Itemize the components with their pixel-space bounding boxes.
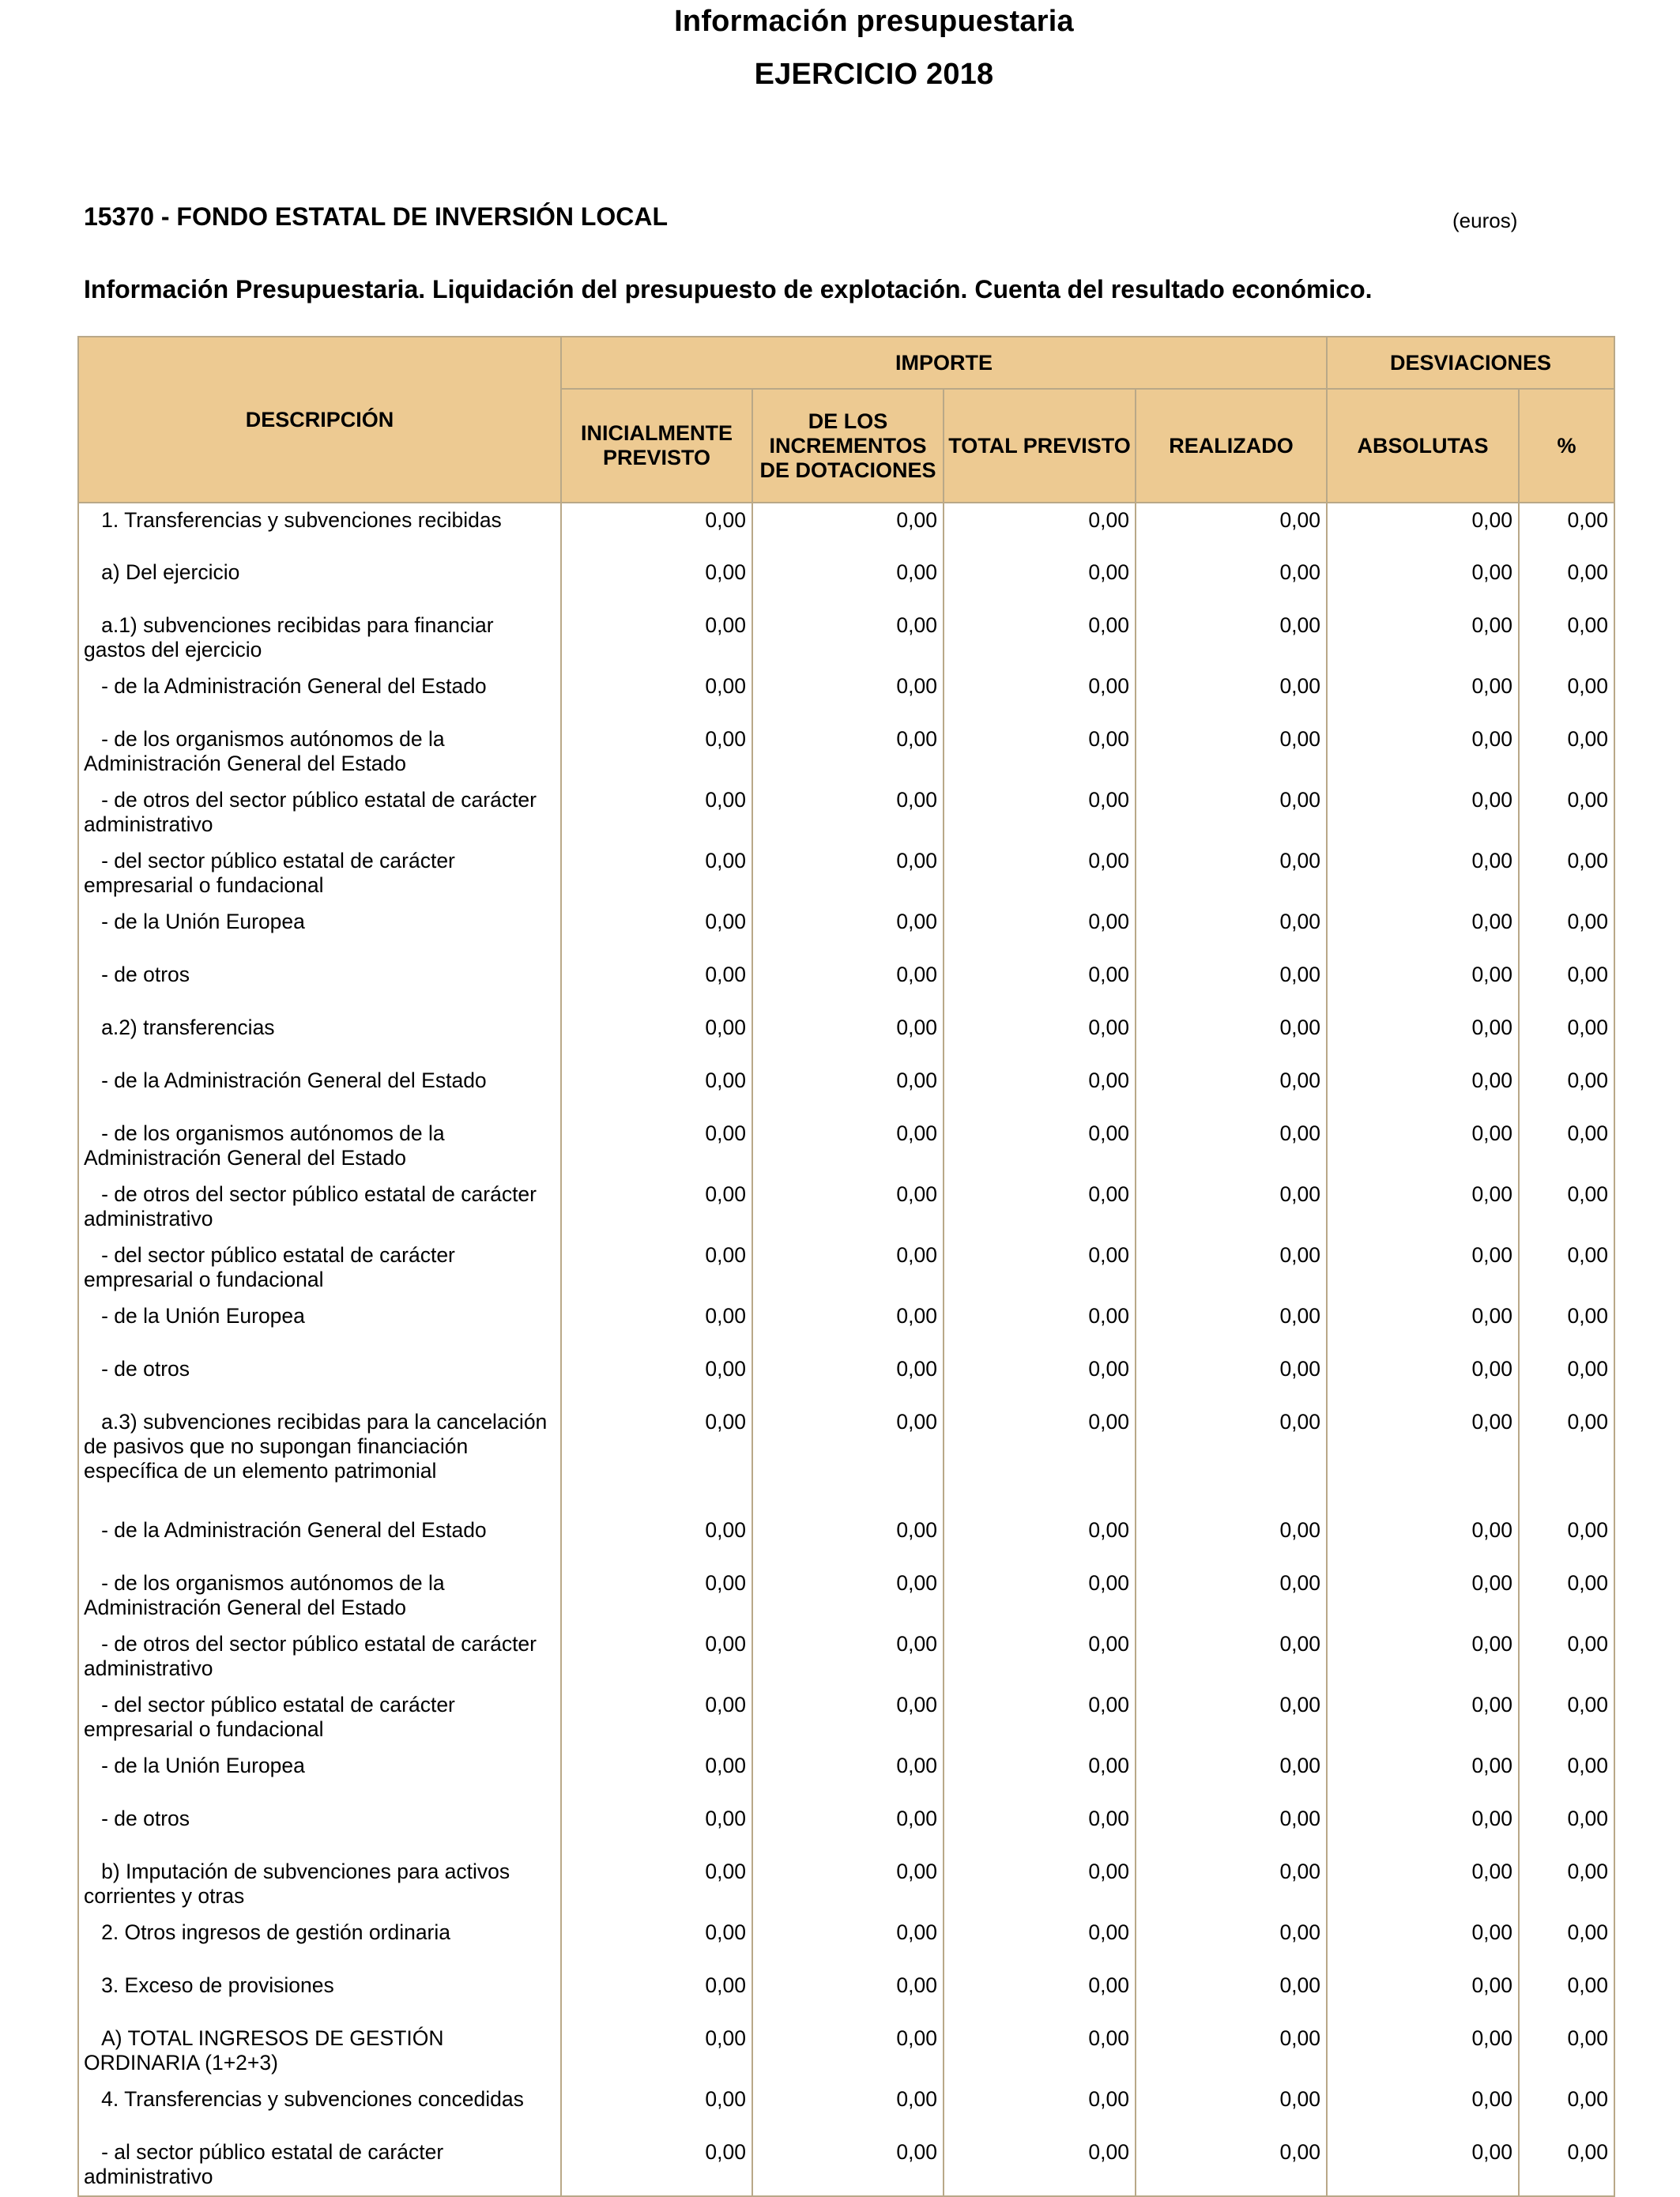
value-percent: 0,00 <box>1519 1855 1614 1916</box>
value-percent: 0,00 <box>1519 1969 1614 2022</box>
column-header-absolute: ABSOLUTAS <box>1327 389 1519 503</box>
value-initial: 0,00 <box>561 1513 752 1566</box>
value-total: 0,00 <box>944 1011 1136 1064</box>
value-initial: 0,00 <box>561 1566 752 1627</box>
table-row <box>78 1238 1614 1299</box>
table-row <box>78 958 1614 1011</box>
value-total: 0,00 <box>944 1178 1136 1238</box>
value-percent: 0,00 <box>1519 1117 1614 1178</box>
table-row <box>78 556 1614 609</box>
entity-heading: 15370 - FONDO ESTATAL DE INVERSIÓN LOCAL <box>84 202 669 231</box>
value-increments: 0,00 <box>752 1627 944 1688</box>
column-group-desviaciones: DESVIACIONES <box>1327 337 1614 389</box>
value-percent: 0,00 <box>1519 2135 1614 2196</box>
row-description: - de otros <box>78 958 561 1011</box>
value-initial: 0,00 <box>561 1299 752 1352</box>
row-description: - de los organismos autónomos de la Administración General del Estado <box>78 722 561 783</box>
value-initial: 0,00 <box>561 556 752 609</box>
fiscal-year-title: EJERCICIO 2018 <box>754 58 994 91</box>
value-percent: 0,00 <box>1519 1064 1614 1117</box>
value-increments: 0,00 <box>752 1802 944 1855</box>
table-row <box>78 722 1614 783</box>
value-realized: 0,00 <box>1136 1627 1327 1688</box>
value-absolute: 0,00 <box>1327 1352 1519 1405</box>
row-description: 3. Exceso de provisiones <box>78 1969 561 2022</box>
value-percent: 0,00 <box>1519 609 1614 669</box>
value-realized: 0,00 <box>1136 1117 1327 1178</box>
value-total: 0,00 <box>944 503 1136 556</box>
value-absolute: 0,00 <box>1327 1627 1519 1688</box>
value-percent: 0,00 <box>1519 958 1614 1011</box>
value-absolute: 0,00 <box>1327 2022 1519 2082</box>
value-increments: 0,00 <box>752 905 944 958</box>
value-realized: 0,00 <box>1136 503 1327 556</box>
value-percent: 0,00 <box>1519 1802 1614 1855</box>
value-increments: 0,00 <box>752 1011 944 1064</box>
row-description: a) Del ejercicio <box>78 556 561 609</box>
value-initial: 0,00 <box>561 2022 752 2082</box>
value-absolute: 0,00 <box>1327 1238 1519 1299</box>
value-increments: 0,00 <box>752 1916 944 1969</box>
value-absolute: 0,00 <box>1327 1513 1519 1566</box>
value-total: 0,00 <box>944 1802 1136 1855</box>
row-description: - de la Unión Europea <box>78 1299 561 1352</box>
value-increments: 0,00 <box>752 1117 944 1178</box>
value-realized: 0,00 <box>1136 1352 1327 1405</box>
value-initial: 0,00 <box>561 1238 752 1299</box>
value-realized: 0,00 <box>1136 669 1327 722</box>
value-realized: 0,00 <box>1136 1238 1327 1299</box>
value-realized: 0,00 <box>1136 1566 1327 1627</box>
value-initial: 0,00 <box>561 1802 752 1855</box>
value-absolute: 0,00 <box>1327 722 1519 783</box>
value-initial: 0,00 <box>561 1405 752 1513</box>
value-increments: 0,00 <box>752 1405 944 1513</box>
table-row <box>78 1855 1614 1916</box>
value-increments: 0,00 <box>752 503 944 556</box>
value-total: 0,00 <box>944 669 1136 722</box>
value-initial: 0,00 <box>561 2135 752 2196</box>
value-initial: 0,00 <box>561 1064 752 1117</box>
value-absolute: 0,00 <box>1327 1749 1519 1802</box>
value-initial: 0,00 <box>561 958 752 1011</box>
table-row <box>78 609 1614 669</box>
value-percent: 0,00 <box>1519 1178 1614 1238</box>
table-row <box>78 1064 1614 1117</box>
value-total: 0,00 <box>944 609 1136 669</box>
value-increments: 0,00 <box>752 1566 944 1627</box>
column-header-increments: DE LOS INCREMENTOS DE DOTACIONES <box>752 389 944 503</box>
value-percent: 0,00 <box>1519 783 1614 844</box>
value-absolute: 0,00 <box>1327 958 1519 1011</box>
table-row <box>78 1405 1614 1513</box>
value-increments: 0,00 <box>752 556 944 609</box>
row-description: - de los organismos autónomos de la Administración General del Estado <box>78 1117 561 1178</box>
units-label: (euros) <box>1452 209 1518 232</box>
value-total: 0,00 <box>944 556 1136 609</box>
value-absolute: 0,00 <box>1327 1117 1519 1178</box>
value-realized: 0,00 <box>1136 1064 1327 1117</box>
value-percent: 0,00 <box>1519 503 1614 556</box>
value-absolute: 0,00 <box>1327 503 1519 556</box>
value-total: 0,00 <box>944 2082 1136 2135</box>
value-percent: 0,00 <box>1519 1405 1614 1513</box>
value-increments: 0,00 <box>752 609 944 669</box>
table-row <box>78 1178 1614 1238</box>
value-absolute: 0,00 <box>1327 669 1519 722</box>
value-percent: 0,00 <box>1519 722 1614 783</box>
value-total: 0,00 <box>944 905 1136 958</box>
value-absolute: 0,00 <box>1327 2082 1519 2135</box>
row-description: - de otros <box>78 1802 561 1855</box>
row-description: - de la Administración General del Estado <box>78 669 561 722</box>
value-realized: 0,00 <box>1136 1802 1327 1855</box>
row-description: - de la Unión Europea <box>78 905 561 958</box>
value-percent: 0,00 <box>1519 1627 1614 1688</box>
value-realized: 0,00 <box>1136 1688 1327 1749</box>
value-absolute: 0,00 <box>1327 1969 1519 2022</box>
value-increments: 0,00 <box>752 1064 944 1117</box>
value-total: 0,00 <box>944 783 1136 844</box>
value-total: 0,00 <box>944 1513 1136 1566</box>
row-description: b) Imputación de subvenciones para activos corrientes y otras <box>78 1855 561 1916</box>
row-description: - de otros <box>78 1352 561 1405</box>
document-title: Información presupuestaria <box>674 5 1074 38</box>
value-initial: 0,00 <box>561 905 752 958</box>
value-absolute: 0,00 <box>1327 1916 1519 1969</box>
value-total: 0,00 <box>944 958 1136 1011</box>
value-increments: 0,00 <box>752 722 944 783</box>
row-description: a.3) subvenciones recibidas para la cancelación de pasivos que no supongan financiación específica de un elemento patrimonial <box>78 1405 561 1513</box>
value-total: 0,00 <box>944 722 1136 783</box>
table-row <box>78 669 1614 722</box>
value-percent: 0,00 <box>1519 1916 1614 1969</box>
table-row <box>78 1969 1614 2022</box>
value-total: 0,00 <box>944 1969 1136 2022</box>
value-initial: 0,00 <box>561 503 752 556</box>
value-percent: 0,00 <box>1519 1513 1614 1566</box>
row-description: a.1) subvenciones recibidas para financiar gastos del ejercicio <box>78 609 561 669</box>
value-initial: 0,00 <box>561 1352 752 1405</box>
column-header-description: DESCRIPCIÓN <box>78 337 561 503</box>
row-description: 2. Otros ingresos de gestión ordinaria <box>78 1916 561 1969</box>
report-subtitle: Información Presupuestaria. Liquidación del presupuesto de explotación. Cuenta del resultado económico. <box>84 275 1373 303</box>
value-percent: 0,00 <box>1519 1749 1614 1802</box>
value-absolute: 0,00 <box>1327 1566 1519 1627</box>
row-description: 1. Transferencias y subvenciones recibidas <box>78 503 561 556</box>
value-absolute: 0,00 <box>1327 1178 1519 1238</box>
value-absolute: 0,00 <box>1327 1688 1519 1749</box>
value-increments: 0,00 <box>752 1969 944 2022</box>
table-row <box>78 1688 1614 1749</box>
table-row <box>78 1513 1614 1566</box>
value-percent: 0,00 <box>1519 1688 1614 1749</box>
value-realized: 0,00 <box>1136 1405 1327 1513</box>
value-realized: 0,00 <box>1136 1178 1327 1238</box>
column-group-importe: IMPORTE <box>561 337 1327 389</box>
value-total: 0,00 <box>944 844 1136 905</box>
value-realized: 0,00 <box>1136 783 1327 844</box>
value-increments: 0,00 <box>752 1299 944 1352</box>
value-total: 0,00 <box>944 1749 1136 1802</box>
value-increments: 0,00 <box>752 1238 944 1299</box>
table-row <box>78 1749 1614 1802</box>
value-realized: 0,00 <box>1136 1749 1327 1802</box>
table-row <box>78 1117 1614 1178</box>
value-absolute: 0,00 <box>1327 1802 1519 1855</box>
value-percent: 0,00 <box>1519 1566 1614 1627</box>
row-description: - del sector público estatal de carácter empresarial o fundacional <box>78 844 561 905</box>
value-increments: 0,00 <box>752 783 944 844</box>
value-realized: 0,00 <box>1136 1969 1327 2022</box>
table-row <box>78 1352 1614 1405</box>
row-description: 4. Transferencias y subvenciones concedidas <box>78 2082 561 2135</box>
value-initial: 0,00 <box>561 2082 752 2135</box>
value-percent: 0,00 <box>1519 1238 1614 1299</box>
value-absolute: 0,00 <box>1327 609 1519 669</box>
value-realized: 0,00 <box>1136 1513 1327 1566</box>
column-header-initial: INICIALMENTE PREVISTO <box>561 389 752 503</box>
value-realized: 0,00 <box>1136 905 1327 958</box>
value-realized: 0,00 <box>1136 958 1327 1011</box>
value-absolute: 0,00 <box>1327 556 1519 609</box>
table-row <box>78 2082 1614 2135</box>
value-increments: 0,00 <box>752 1749 944 1802</box>
value-increments: 0,00 <box>752 1352 944 1405</box>
value-total: 0,00 <box>944 2135 1136 2196</box>
value-absolute: 0,00 <box>1327 1011 1519 1064</box>
value-percent: 0,00 <box>1519 1299 1614 1352</box>
table-row <box>78 2135 1614 2196</box>
table-row <box>78 1566 1614 1627</box>
value-absolute: 0,00 <box>1327 783 1519 844</box>
row-description: - al sector público estatal de carácter administrativo <box>78 2135 561 2196</box>
value-initial: 0,00 <box>561 1178 752 1238</box>
column-header-realized: REALIZADO <box>1136 389 1327 503</box>
value-realized: 0,00 <box>1136 2022 1327 2082</box>
value-absolute: 0,00 <box>1327 905 1519 958</box>
table-row <box>78 1299 1614 1352</box>
value-total: 0,00 <box>944 1117 1136 1178</box>
value-realized: 0,00 <box>1136 556 1327 609</box>
value-total: 0,00 <box>944 1405 1136 1513</box>
value-increments: 0,00 <box>752 1513 944 1566</box>
row-description: - de otros del sector público estatal de carácter administrativo <box>78 1178 561 1238</box>
value-increments: 0,00 <box>752 2082 944 2135</box>
value-increments: 0,00 <box>752 2022 944 2082</box>
value-initial: 0,00 <box>561 1117 752 1178</box>
value-realized: 0,00 <box>1136 1855 1327 1916</box>
value-initial: 0,00 <box>561 1749 752 1802</box>
value-absolute: 0,00 <box>1327 1855 1519 1916</box>
row-description: - del sector público estatal de carácter empresarial o fundacional <box>78 1688 561 1749</box>
budget-table <box>77 336 1615 2197</box>
table-row <box>78 783 1614 844</box>
value-percent: 0,00 <box>1519 1352 1614 1405</box>
value-absolute: 0,00 <box>1327 1064 1519 1117</box>
value-initial: 0,00 <box>561 669 752 722</box>
row-description: a.2) transferencias <box>78 1011 561 1064</box>
row-description: - de la Administración General del Estado <box>78 1513 561 1566</box>
value-realized: 0,00 <box>1136 2135 1327 2196</box>
row-description: - de la Unión Europea <box>78 1749 561 1802</box>
column-header-percent: % <box>1519 389 1614 503</box>
value-total: 0,00 <box>944 1627 1136 1688</box>
table-row <box>78 844 1614 905</box>
value-initial: 0,00 <box>561 783 752 844</box>
value-realized: 0,00 <box>1136 1916 1327 1969</box>
value-realized: 0,00 <box>1136 1299 1327 1352</box>
table-row <box>78 1802 1614 1855</box>
value-total: 0,00 <box>944 1855 1136 1916</box>
table-row <box>78 1011 1614 1064</box>
value-initial: 0,00 <box>561 844 752 905</box>
value-percent: 0,00 <box>1519 1011 1614 1064</box>
value-increments: 0,00 <box>752 1855 944 1916</box>
row-description: A) TOTAL INGRESOS DE GESTIÓN ORDINARIA (1+2+3) <box>78 2022 561 2082</box>
value-absolute: 0,00 <box>1327 844 1519 905</box>
value-initial: 0,00 <box>561 1688 752 1749</box>
value-percent: 0,00 <box>1519 844 1614 905</box>
value-initial: 0,00 <box>561 1627 752 1688</box>
row-description: - de los organismos autónomos de la Administración General del Estado <box>78 1566 561 1627</box>
value-increments: 0,00 <box>752 958 944 1011</box>
table-body <box>78 503 1614 2196</box>
row-description: - de otros del sector público estatal de carácter administrativo <box>78 783 561 844</box>
value-increments: 0,00 <box>752 844 944 905</box>
row-description: - de otros del sector público estatal de carácter administrativo <box>78 1627 561 1688</box>
value-realized: 0,00 <box>1136 1011 1327 1064</box>
table-row <box>78 1627 1614 1688</box>
value-increments: 0,00 <box>752 2135 944 2196</box>
table-row <box>78 2022 1614 2082</box>
value-percent: 0,00 <box>1519 2082 1614 2135</box>
value-percent: 0,00 <box>1519 556 1614 609</box>
value-absolute: 0,00 <box>1327 2135 1519 2196</box>
row-description: - del sector público estatal de carácter empresarial o fundacional <box>78 1238 561 1299</box>
value-realized: 0,00 <box>1136 722 1327 783</box>
value-total: 0,00 <box>944 2022 1136 2082</box>
value-initial: 0,00 <box>561 1011 752 1064</box>
value-percent: 0,00 <box>1519 2022 1614 2082</box>
table-row <box>78 905 1614 958</box>
value-total: 0,00 <box>944 1352 1136 1405</box>
column-header-total: TOTAL PREVISTO <box>944 389 1136 503</box>
value-percent: 0,00 <box>1519 905 1614 958</box>
value-increments: 0,00 <box>752 669 944 722</box>
value-initial: 0,00 <box>561 1916 752 1969</box>
value-realized: 0,00 <box>1136 2082 1327 2135</box>
value-increments: 0,00 <box>752 1178 944 1238</box>
value-total: 0,00 <box>944 1299 1136 1352</box>
value-total: 0,00 <box>944 1566 1136 1627</box>
value-initial: 0,00 <box>561 1969 752 2022</box>
value-percent: 0,00 <box>1519 669 1614 722</box>
row-description: - de la Administración General del Estado <box>78 1064 561 1117</box>
table-row <box>78 1916 1614 1969</box>
value-initial: 0,00 <box>561 722 752 783</box>
value-total: 0,00 <box>944 1238 1136 1299</box>
value-total: 0,00 <box>944 1688 1136 1749</box>
table-row <box>78 503 1614 556</box>
value-absolute: 0,00 <box>1327 1299 1519 1352</box>
value-increments: 0,00 <box>752 1688 944 1749</box>
value-initial: 0,00 <box>561 609 752 669</box>
value-absolute: 0,00 <box>1327 1405 1519 1513</box>
value-total: 0,00 <box>944 1064 1136 1117</box>
value-realized: 0,00 <box>1136 609 1327 669</box>
value-realized: 0,00 <box>1136 844 1327 905</box>
value-total: 0,00 <box>944 1916 1136 1969</box>
value-initial: 0,00 <box>561 1855 752 1916</box>
